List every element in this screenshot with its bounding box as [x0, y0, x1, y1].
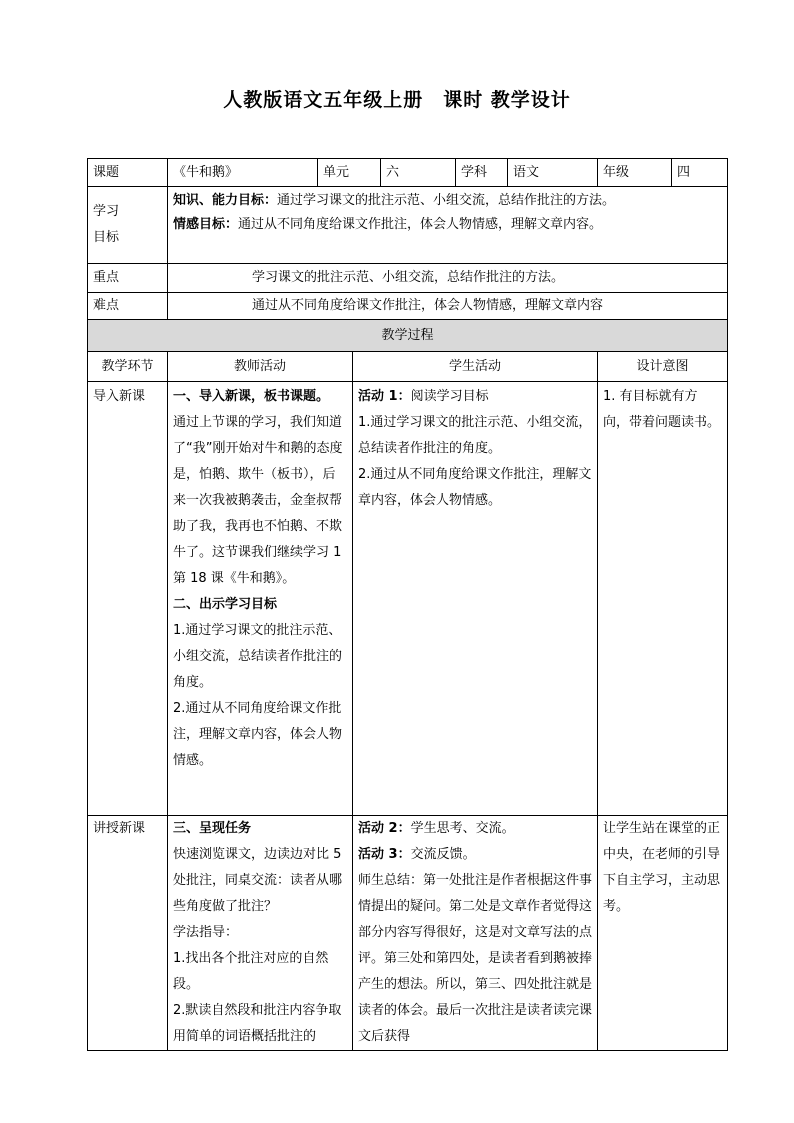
difficulty-label: 难点: [88, 293, 168, 320]
goals-label: [88, 187, 168, 264]
student-activity-text: 学生思考、交流。: [410, 821, 515, 836]
key-point-text: 学习课文的批注示范、小组交流，总结作批注的方法。: [168, 264, 728, 293]
topic-label: 课题: [88, 159, 168, 187]
teacher-paragraph: 通过上节课的学习，我们知道了“我”刚开始对牛和鹅的态度是，怕鹅、欺牛（板书），后来一次我被鹅袭击，金奎叔帮助了我，我再也不怕鹅、不欺牛了。这节课我们继续学习 1 第 18 课《牛和鹅》。: [173, 415, 343, 586]
teacher-heading: 二、出示学习目标: [173, 597, 278, 612]
teacher-heading: 三、呈现任务: [173, 821, 252, 836]
info-row: [88, 159, 728, 187]
student-activity-text: 交流反馈。: [410, 847, 476, 862]
emotion-goal-text: 通过从不同角度给课文作批注，体会人物情感，理解文章内容。: [238, 217, 603, 232]
teacher-paragraph: 学法指导：: [173, 925, 239, 940]
student-activity-head: 活动 1：: [358, 389, 411, 404]
unit-value: 六: [381, 159, 456, 187]
grade-label: 年级: [598, 159, 672, 187]
column-header-row: [88, 352, 728, 382]
student-summary: 师生总结：第一处批注是作者根据这件事情提出的疑问。第二处是文章作者觉得这部分内容写得很好，这是对文章写法的点评。第三处和第四处，是读者看到鹅被捧产生的想法。所以，第三、四处批注就是读者的体会。最后一次批注是读者读完课文后获得: [358, 873, 593, 1044]
subject-label: 学科: [456, 159, 508, 187]
teacher-paragraph: 2.默读自然段和批注内容争取用简单的词语概括批注的: [173, 1003, 342, 1044]
goals-row: [88, 187, 728, 264]
difficulty-row: [88, 293, 728, 320]
stage-cell: 讲授新课: [88, 816, 168, 1051]
header-intent: 设计意图: [598, 352, 728, 382]
student-paragraph: 1.通过学习课文的批注示范、小组交流，总结读者作批注的角度。: [358, 415, 592, 456]
intent-cell: 1. 有目标就有方向，带着问题读书。: [598, 382, 728, 816]
teacher-activity-cell: [168, 382, 353, 816]
goals-content: [168, 187, 728, 264]
difficulty-text: 通过从不同角度给课文作批注，体会人物情感，理解文章内容: [168, 293, 728, 320]
student-activity-cell: [353, 382, 598, 816]
subject-value: 语文: [508, 159, 598, 187]
intent-cell: 让学生站在课堂的正中央，在老师的引导下自主学习，主动思考。: [598, 816, 728, 1051]
teacher-paragraph: 2.通过从不同角度给课文作批注，理解文章内容，体会人物情感。: [173, 701, 343, 768]
teacher-paragraph: 1.找出各个批注对应的自然段。: [173, 951, 329, 992]
page-title: 人教版语文五年级上册 课时 教学设计: [223, 89, 571, 111]
unit-label: 单元: [318, 159, 381, 187]
table-row: [88, 816, 728, 1051]
grade-value: 四: [672, 159, 728, 187]
knowledge-goal-text: 通过学习课文的批注示范、小组交流，总结作批注的方法。: [277, 193, 616, 208]
student-activity-head: 活动 3：: [358, 847, 411, 862]
student-activity-head: 活动 2：: [358, 821, 411, 836]
teacher-activity-cell: [168, 816, 353, 1051]
stage-cell: 导入新课: [88, 382, 168, 816]
topic-value: 《牛和鹅》: [168, 159, 318, 187]
teacher-heading: 一、导入新课，板书课题。: [173, 389, 330, 404]
teacher-paragraph: 快速浏览课文，边读边对比 5 处批注，同桌交流：读者从哪些角度做了批注？: [173, 847, 343, 914]
teacher-paragraph: 1.通过学习课文的批注示范、小组交流，总结读者作批注的角度。: [173, 623, 343, 690]
emotion-goal-head: 情感目标：: [173, 217, 239, 232]
process-row: [88, 320, 728, 352]
student-activity-text: 阅读学习目标: [410, 389, 489, 404]
table-row: [88, 382, 728, 816]
knowledge-goal-head: 知识、能力目标：: [173, 193, 278, 208]
student-activity-cell: [353, 816, 598, 1051]
header-teacher: 教师活动: [168, 352, 353, 382]
header-stage: 教学环节: [88, 352, 168, 382]
header-student: 学生活动: [353, 352, 598, 382]
goals-label-text: 学习目标: [93, 204, 120, 245]
key-point-row: [88, 264, 728, 293]
key-point-label: 重点: [88, 264, 168, 293]
student-paragraph: 2.通过从不同角度给课文作批注，理解文章内容，体会人物情感。: [358, 467, 592, 508]
process-label: 教学过程: [88, 320, 728, 352]
lesson-plan-table: [87, 158, 728, 1051]
